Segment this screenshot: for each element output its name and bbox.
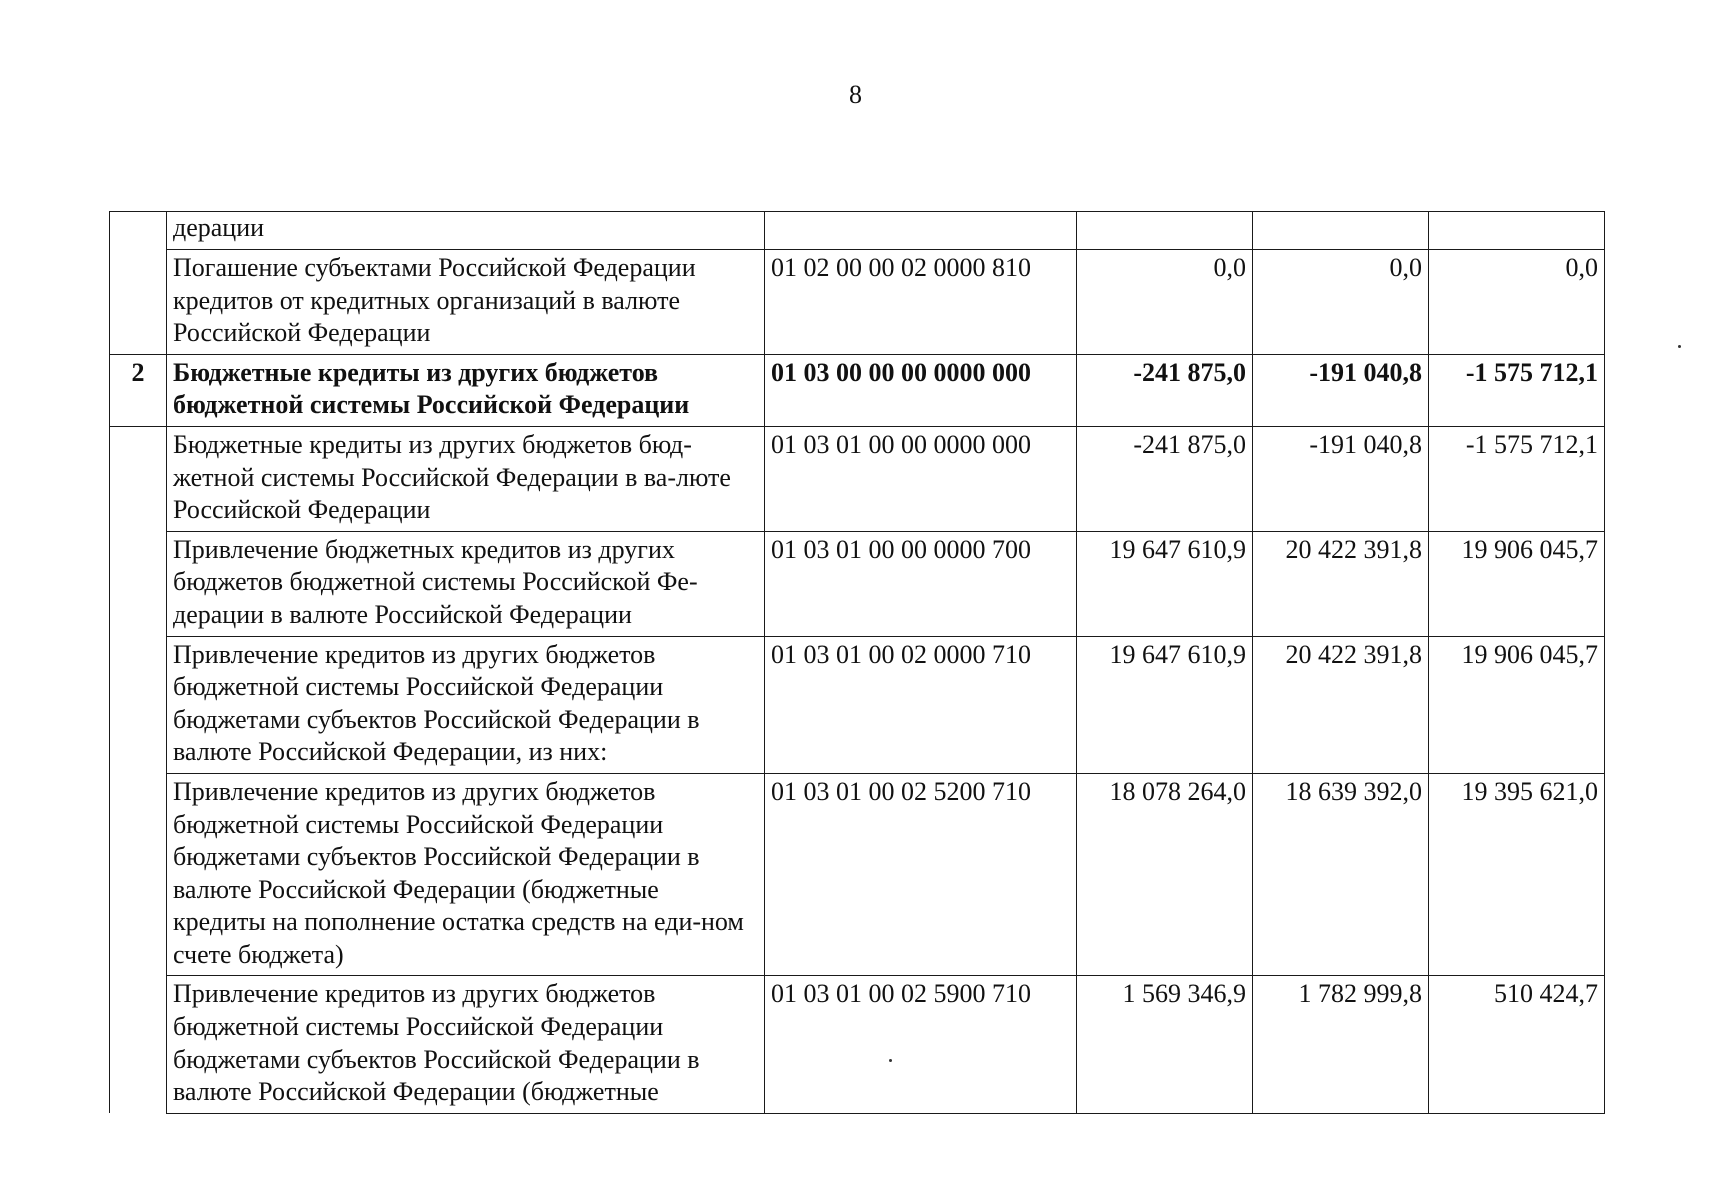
row-code-cell: 01 03 00 00 00 0000 000 (765, 354, 1077, 426)
table-row-section-2 (110, 354, 1605, 426)
row-value-2-cell: 0,0 (1253, 250, 1429, 355)
table-row (110, 636, 1605, 773)
row-value-1-cell: -241 875,0 (1077, 354, 1253, 426)
row-value-1-cell: 0,0 (1077, 250, 1253, 355)
table-row (110, 976, 1605, 1113)
table-row (110, 212, 1605, 250)
row-code-cell: 01 03 01 00 00 0000 700 (765, 531, 1077, 636)
row-value-1-cell: 18 078 264,0 (1077, 773, 1253, 976)
row-number-cell (110, 212, 167, 355)
row-value-3-cell: 19 906 045,7 (1429, 636, 1605, 773)
table-row (110, 773, 1605, 976)
page-number (0, 80, 1711, 110)
row-value-2-cell: 18 639 392,0 (1253, 773, 1429, 976)
row-name-cell: Бюджетные кредиты из других бюджетов бюд-жетной системы Российской Федерации в ва-люте Российской Федерации (167, 426, 765, 531)
row-value-2-cell: -191 040,8 (1253, 354, 1429, 426)
row-value-3-cell: 19 395 621,0 (1429, 773, 1605, 976)
row-value-3-cell: -1 575 712,1 (1429, 354, 1605, 426)
row-value-3-cell: 0,0 (1429, 250, 1605, 355)
row-value-2-cell (1253, 212, 1429, 250)
row-value-1-cell: 1 569 346,9 (1077, 976, 1253, 1113)
row-name-cell: Бюджетные кредиты из других бюджетов бюджетной системы Российской Федерации (167, 354, 765, 426)
budget-sources-table (109, 211, 1605, 1114)
row-value-2-cell: -191 040,8 (1253, 426, 1429, 531)
row-value-3-cell: 510 424,7 (1429, 976, 1605, 1113)
row-code-cell: 01 03 01 00 02 5200 710 (765, 773, 1077, 976)
row-name-cell: Привлечение бюджетных кредитов из других бюджетов бюджетной системы Российской Фе-дерации в валюте Российской Федерации (167, 531, 765, 636)
row-name-cell: Привлечение кредитов из других бюджетов бюджетной системы Российской Федерации бюджетами субъектов Российской Федерации в валюте Российской Федерации (бюджетные кредиты на пополнение остатка средств на еди-ном счете бюджета) (167, 773, 765, 976)
row-name-cell: Привлечение кредитов из других бюджетов бюджетной системы Российской Федерации бюджетами субъектов Российской Федерации в валюте Российской Федерации, из них: (167, 636, 765, 773)
row-value-1-cell: -241 875,0 (1077, 426, 1253, 531)
row-value-1-cell: 19 647 610,9 (1077, 531, 1253, 636)
row-value-1-cell (1077, 212, 1253, 250)
row-value-3-cell: -1 575 712,1 (1429, 426, 1605, 531)
row-value-1-cell: 19 647 610,9 (1077, 636, 1253, 773)
row-name-cell: дерации (167, 212, 765, 250)
row-name-cell: Погашение субъектами Российской Федерации кредитов от кредитных организаций в валюте Российской Федерации (167, 250, 765, 355)
table-row (110, 426, 1605, 531)
table-row (110, 531, 1605, 636)
row-code-cell: 01 03 01 00 02 5900 710 (765, 976, 1077, 1113)
row-value-3-cell: 19 906 045,7 (1429, 531, 1605, 636)
row-code-cell: 01 03 01 00 02 0000 710 (765, 636, 1077, 773)
page-number-text: 8 (849, 80, 862, 109)
row-name-cell: Привлечение кредитов из других бюджетов бюджетной системы Российской Федерации бюджетами субъектов Российской Федерации в валюте Российской Федерации (бюджетные (167, 976, 765, 1113)
row-value-2-cell: 20 422 391,8 (1253, 636, 1429, 773)
row-number-cell: 2 (110, 354, 167, 426)
row-value-2-cell: 20 422 391,8 (1253, 531, 1429, 636)
scan-speck (1678, 345, 1681, 348)
row-value-3-cell (1429, 212, 1605, 250)
row-value-2-cell: 1 782 999,8 (1253, 976, 1429, 1113)
scan-speck (889, 1059, 892, 1062)
row-code-cell (765, 212, 1077, 250)
table-row (110, 250, 1605, 355)
row-code-cell: 01 03 01 00 00 0000 000 (765, 426, 1077, 531)
row-number-cell (110, 426, 167, 1113)
row-code-cell: 01 02 00 00 02 0000 810 (765, 250, 1077, 355)
